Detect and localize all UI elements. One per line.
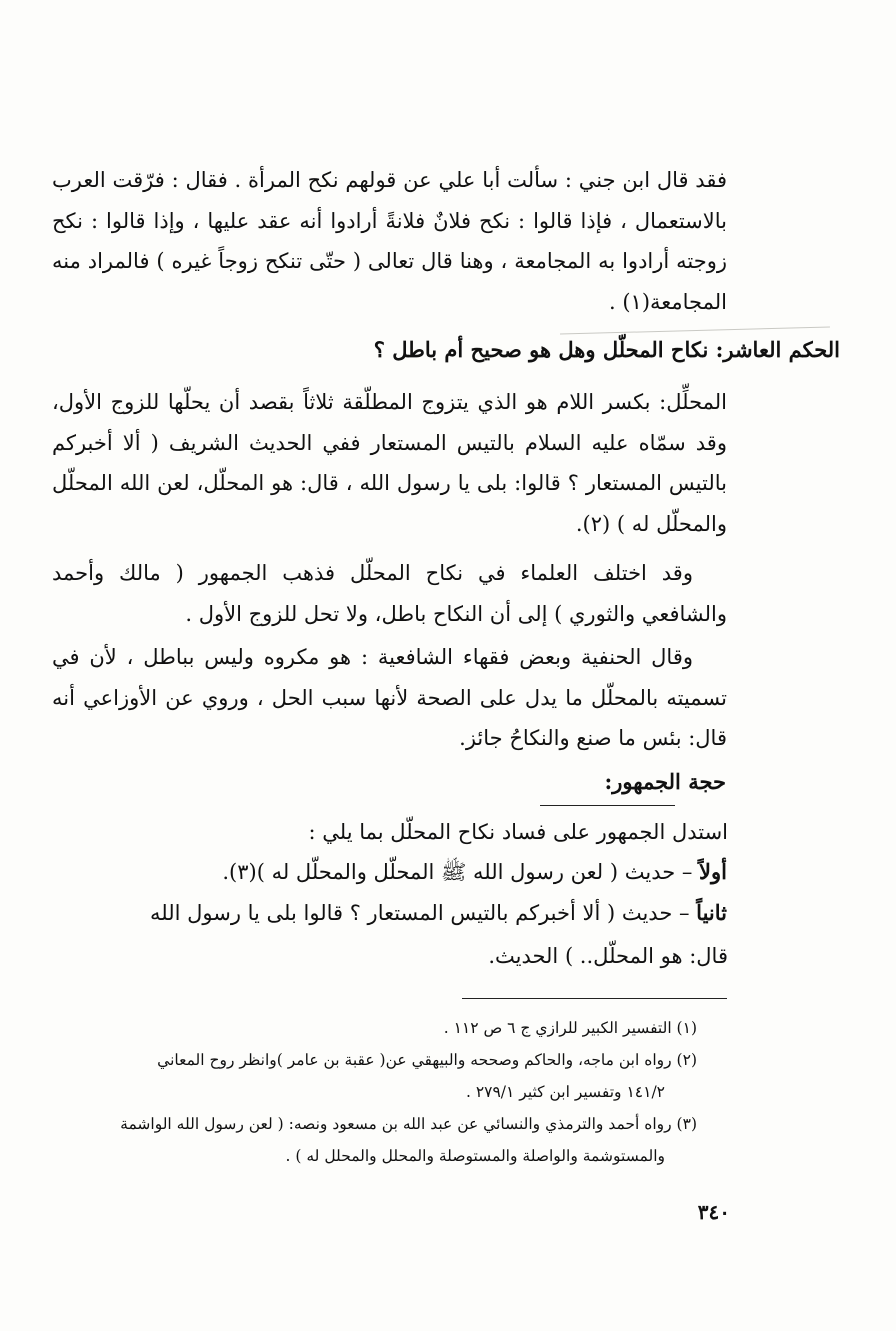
footnotes — [60, 1012, 697, 1172]
evidence-first-label: أولاً — [699, 859, 727, 884]
jumhur-evidence-heading: حجة الجمهور: — [604, 769, 726, 794]
evidence-second-continuation: قال: هو المحلّل.. ) الحديث. — [488, 944, 728, 968]
footnote-separator — [462, 998, 727, 999]
evidence-second-label: ثانياً — [696, 900, 727, 925]
footnote-3-line-2: والمستوشمة والواصلة والمستوصلة والمحلل والمحلل له ) . — [285, 1147, 665, 1165]
footnote-3-line-1: (٣) رواه أحمد والترمذي والنسائي عن عبد الله بن مسعود ونصه: ( لعن رسول الله الواشمة — [120, 1115, 697, 1133]
footnote-1: (١) التفسير الكبير للرازي ج ٦ ص ١١٢ . — [443, 1019, 697, 1037]
evidence-first-text: – حديث ( لعن رسول الله ﷺ المحلّل والمحلّل له )(٣). — [222, 860, 700, 884]
evidence-second — [52, 893, 727, 934]
evidence-second-text: – حديث ( ألا أخبركم بالتيس المستعار ؟ قالوا بلى يا رسول الله — [150, 901, 697, 925]
section-heading-tenth-ruling: الحكم العاشر: نكاح المحلّل وهل هو صحيح أم باطل ؟ — [373, 337, 840, 362]
hanafi-paragraph: وقال الحنفية وبعض فقهاء الشافعية : هو مكروه وليس بباطل ، لأن في تسميته بالمحلّل ما يدل على الصحة لأنها سبب الحل ، وروي عن الأوزاعي أنه قال: بئس ما صنع والنكاحُ جائز. — [52, 645, 727, 750]
footnote-2-line-2: ١٤١/٢ وتفسير ابن كثير ٢٧٩/١ . — [465, 1083, 665, 1101]
opening-paragraph: فقد قال ابن جني : سألت أبا علي عن قولهم نكح المرأة . فقال : فرّقت العرب بالاستعمال ، فإذا قالوا : نكح فلانٌ فلانةً أرادوا أنه عقد عليها ، وإذا قالوا : نكح زوجته أرادوا به المجامعة ، وهنا قال تعالى ( حتّى تنكح زوجاً غيره ) فالمراد منه المجامعة(١) . — [52, 168, 727, 314]
jumhur-paragraph: وقد اختلف العلماء في نكاح المحلّل فذهب الجمهور ( مالك وأحمد والشافعي والثوري ) إلى أن النكاح باطل، ولا تحل للزوج الأول . — [52, 561, 727, 626]
evidence-intro-line: استدل الجمهور على فساد نكاح المحلّل بما يلي : — [308, 820, 728, 844]
definition-paragraph: المحلِّل: بكسر اللام هو الذي يتزوج المطلّقة ثلاثاً بقصد أن يحلّها للزوج الأول، وقد سمّاه عليه السلام بالتيس المستعار ففي الحديث الشريف ( ألا أخبركم بالتيس المستعار ؟ قالوا: بلى يا رسول الله ، قال: هو المحلّل، لعن الله المحلّل والمحلّل له ) (٢). — [52, 390, 727, 536]
heading-underline — [540, 805, 675, 806]
evidence-first — [52, 852, 727, 893]
page-number: ٣٤٠ — [697, 1200, 730, 1224]
footnote-2-line-1: (٢) رواه ابن ماجه، والحاكم وصححه والبيهقي عن( عقبة بن عامر )وانظر روح المعاني — [157, 1051, 697, 1069]
